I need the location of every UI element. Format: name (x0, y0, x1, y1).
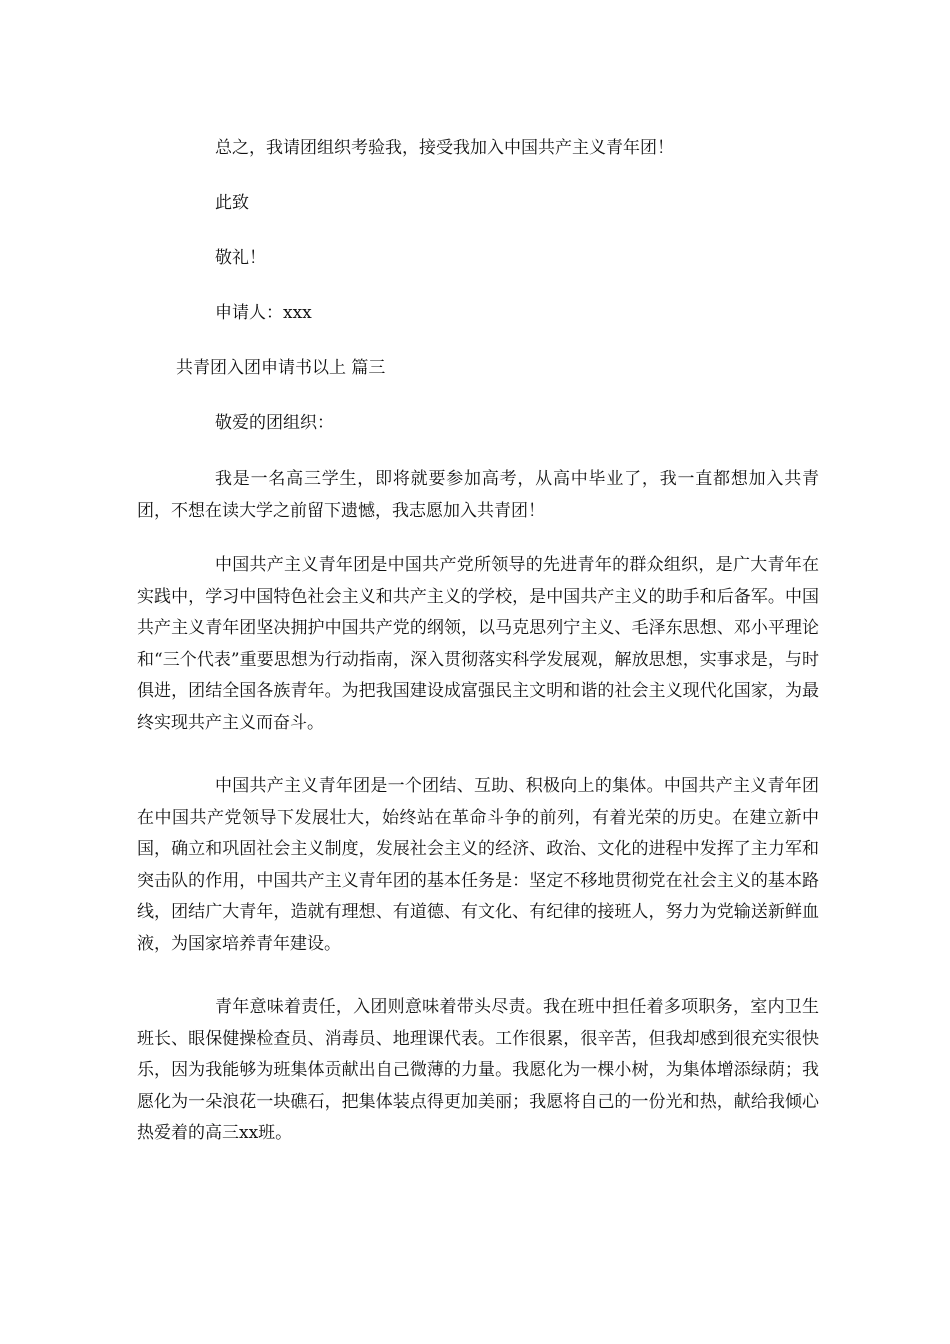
paragraph-4: 青年意味着责任，入团则意味着带头尽责。我在班中担任着多项职务，室内卫生班长、眼保健操检查员、消毒员、地理课代表。工作很累，很辛苦，但我却感到很充实很快乐，因为我能够为班集体贡献出自己微薄的力量。我愿化为一棵小树，为集体增添绿荫；我愿化为一朵浪花一块礁石，把集体装点得更加美丽；我愿将自己的一份光和热，献给我倾心热爱着的高三xx班。 (137, 997, 819, 1144)
greeting: 敬爱的团组织： (215, 413, 334, 433)
paragraph-1: 我是一名高三学生，即将就要参加高考，从高中毕业了，我一直都想加入共青团，不想在读大学之前留下遗憾，我志愿加入共青团！ (137, 469, 819, 521)
applicant-line: 申请人：xxx (215, 303, 312, 323)
closing-line: 总之，我请团组织考验我，接受我加入中国共产主义青年团！ (215, 138, 674, 158)
paragraph-3: 中国共产主义青年团是一个团结、互助、积极向上的集体。中国共产主义青年团在中国共产党领导下发展壮大，始终站在革命斗争的前列，有着光荣的历史。在建立新中国，确立和巩固社会主义制度，发展社会主义的经济、政治、文化的进程中发挥了主力军和突击队的作用，中国共产主义青年团的基本任务是：坚定不移地贯彻党在社会主义的基本路线，团结广大青年，造就有理想、有道德、有文化、有纪律的接班人，努力为党输送新鲜血液，为国家培养青年建设。 (137, 776, 819, 954)
paragraph-2: 中国共产主义青年团是中国共产党所领导的先进青年的群众组织，是广大青年在实践中，学习中国特色社会主义和共产主义的学校，是中国共产主义的助手和后备军。中国共产主义青年团坚决拥护中国共产党的纲领，以马克思列宁主义、毛泽东思想、邓小平理论和“三个代表”重要思想为行动指南，深入贯彻落实科学发展观，解放思想，实事求是，与时俱进，团结全国各族青年。为把我国建设成富强民主文明和谐的社会主义现代化国家，为最终实现共产主义而奋斗。 (137, 555, 819, 733)
section-title: 共青团入团申请书以上 篇三 (176, 358, 386, 378)
salutation-ci-zhi: 此致 (215, 193, 249, 213)
salutation-jing-li: 敬礼！ (215, 248, 266, 268)
